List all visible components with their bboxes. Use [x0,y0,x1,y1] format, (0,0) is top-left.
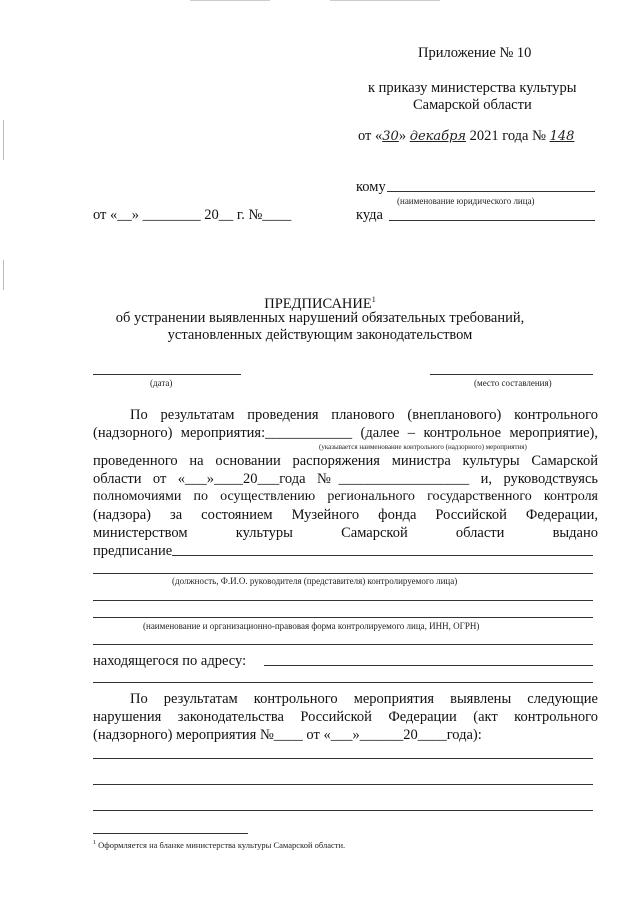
appendix-order-line2: Самарской области [413,97,532,113]
violations-line-3 [93,810,593,811]
order-mid: » [398,128,410,144]
page-subtitle-line1: об устранении выявленных нарушений обязательных требований, [115,310,525,326]
appendix-order-line1: к приказу министерства культуры [368,80,577,96]
org-caption: (наименование и организационно-правовая форма контролируемого лица, ИНН, ОГРН) [143,621,480,631]
address-line-2 [93,682,593,683]
footnote-ref: 1 [371,295,376,304]
appendix-title: Приложение № 10 [418,45,532,61]
date-line [93,374,241,375]
scan-top-mark [330,0,440,1]
footnote [93,840,345,850]
place-line [430,374,593,375]
order-day-handwritten: 30 [382,129,399,144]
scan-edge-mark [3,260,4,290]
body1-line1: По результатам проведения планового (внепланового) контрольного [130,407,598,423]
address-line [264,665,593,666]
to-caption: (наименование юридического лица) [397,196,535,206]
body1-line6: (надзора) за состоянием Музейного фонда Российской Федерации, [93,507,598,523]
page-subtitle-line2: установленных действующим законодательством [167,327,473,343]
footnote-text: Оформляется на бланке министерства культуры Самарской области. [96,840,346,850]
body2-line2: нарушения законодательства Российской Федерации (акт контрольного [93,709,598,725]
order-month-handwritten: декабря [409,129,467,144]
document-date-number: от «__» ________ 20__ г. №____ [93,207,292,223]
to-label: кому [356,179,386,195]
official-caption: (должность, Ф.И.О. руководителя (представителя) контролируемого лица) [172,576,458,586]
body1-line3: проведенного на основании распоряжения министра культуры Самарской [93,453,598,469]
scan-edge-mark [3,120,4,160]
blank-line [93,600,593,601]
official-line [93,573,593,574]
body1-line4: области от «___»____20___года №__________________ и, руководствуясь [93,471,598,487]
scan-top-mark [190,0,270,1]
place-caption: (место составления) [474,378,552,388]
body1-line2: (надзорного) мероприятия:____________ (далее – контрольное мероприятие), [93,425,598,441]
where-line [389,220,595,221]
address-label: находящегося по адресу: [93,653,247,669]
violations-line-2 [93,784,593,785]
blank-line [93,644,593,645]
page-title: ПРЕДПИСАНИЕ$^1$ [264,295,376,312]
body1-line7: министерством культуры Самарской области выдано [93,525,598,541]
footnote-separator [93,833,248,834]
body1-line8: предписание [93,543,173,559]
appendix-order-date [358,127,574,146]
violations-line-1 [93,758,593,759]
where-label: куда [356,207,383,223]
order-year: 2021 года № [466,128,550,144]
order-number-handwritten: 148 [549,129,575,144]
footnote-mark: 1 [93,840,96,847]
date-caption: (дата) [150,378,173,388]
body2-line3: (надзорного) мероприятия №____ от «___»______20____года): [93,727,482,743]
event-type-caption: (указывается наименование контрольного (надзорного) мероприятия) [319,443,527,451]
body2-line1: По результатам контрольного мероприятия выявлены следующие [130,691,598,707]
order-prefix: от « [358,128,383,144]
body1-line5: полномочиями по осуществлению регионального государственного контроля [93,489,598,504]
prescription-line [172,555,593,556]
org-line [93,617,593,618]
to-line [387,191,595,192]
